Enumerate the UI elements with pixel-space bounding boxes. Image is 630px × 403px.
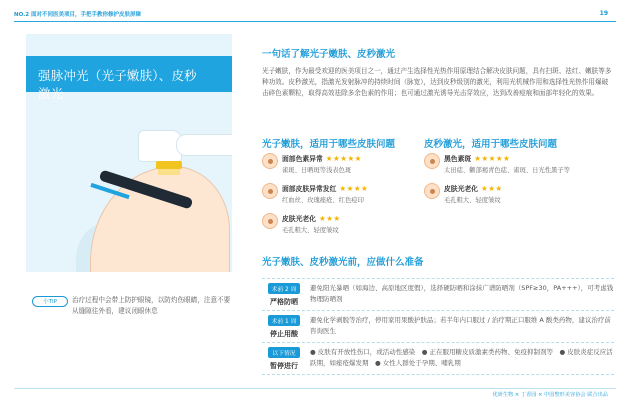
photon-item (262, 213, 341, 234)
intro-heading: 一句话了解光子嫩肤、皮秒激光 (262, 49, 396, 60)
tip-badge: 小TIP (32, 296, 68, 307)
row-text: ● 皮肤有开放性伤口，或活动性感染 ● 正在服用糖皮质激素类药物、免疫抑制剂等 ● 皮肤炎症反应活跃期，如痤疮爆发期 ● 女性人群处于孕期、哺乳期 (310, 348, 613, 367)
laser-beam (158, 169, 180, 175)
rating-stars: ★★★★ (339, 184, 369, 193)
item-desc: 毛孔粗大、轻度皱纹 (282, 227, 339, 234)
row-text: 避免化学剥脱等治疗，停用家用果酸护肤品；若半年内口服过 / 治疗期正口服维 A 酸类药物，建议治疗前咨询医生 (310, 316, 611, 335)
item-desc: 毛孔粗大、轻度皱纹 (444, 197, 501, 204)
skin-aging-icon (262, 213, 278, 229)
panel-title: 强脉冲光（光子嫩肤）、皮秒激光 (38, 68, 197, 101)
item-title: 黑色素斑 (444, 155, 472, 163)
row-badge: 术前 2 周 (268, 283, 301, 294)
item-desc: 太田痣、颧部褐青色痣、雀斑、日光性黑子等 (444, 167, 570, 174)
laser-device-arm (176, 134, 232, 156)
photon-heading: 光子嫩肤，适用于哪些皮肤问题 (262, 139, 396, 150)
item-title: 皮肤光老化 (282, 215, 316, 223)
rating-stars: ★★★ (318, 214, 341, 223)
rating-stars: ★★★★★ (474, 154, 511, 163)
row-badge: 以下情况 (268, 347, 299, 358)
header-divider (14, 21, 616, 22)
prep-heading: 光子嫩肤、皮秒激光前，应做什么准备 (262, 257, 424, 268)
item-title: 面部皮肤异常发红 (282, 185, 337, 193)
prep-table (262, 278, 614, 375)
item-desc: 红血丝、玫瑰痤疮、红色痘印 (282, 197, 364, 204)
picosecond-heading: 皮秒激光，适用于哪些皮肤问题 (424, 139, 558, 150)
photon-item (262, 153, 362, 174)
laser-lamp (156, 161, 182, 169)
row-label: 停止用酸 (270, 330, 298, 338)
footer-divider (14, 388, 616, 389)
rating-stars: ★★★ (480, 184, 503, 193)
item-title: 面部色素异常 (282, 155, 323, 163)
rating-stars: ★★★★★ (325, 154, 362, 163)
skin-aging-icon (424, 183, 440, 199)
row-label: 暂停进行 (270, 362, 298, 370)
photon-item (262, 183, 368, 204)
row-text: 避免阳光暴晒（如海边、高原地区度假），选择硬防晒和涂抹广谱防晒剂（SPF≥30，PA+++），可考虑钱物理防晒剂 (310, 284, 614, 303)
footer-credit: 优妍生物 × 丁香园 × 中国整形美容协会 联合出品 (492, 392, 608, 398)
melanin-spot-icon (424, 153, 440, 169)
table-row (262, 342, 614, 375)
header-title: NO.2 面对不同医美项目，手把手教你修护皮肤屏障 (14, 12, 141, 18)
picosecond-item (424, 183, 503, 204)
intro-paragraph: 光子嫩肤，作为最受欢迎的医美项目之一，通过产生选择性光热作用原理结合解决皮肤问题，具有扫斑、祛红、嫩肤等多种功效。皮秒激光，指激光发射脉冲的持续时间（脉宽），达到皮秒级别的激光，利用光机械作用和选择性光热作用爆破击碎色素颗粒，取得高效祛除多余色素的作用；也可通过激光诱导光击穿效应，达到改善痘痕和面部年轻化的效果。 (262, 67, 612, 98)
row-label: 严格防晒 (270, 298, 298, 306)
skin-redness-icon (262, 183, 278, 199)
skin-pigment-icon (262, 153, 278, 169)
tip-text: 治疗过程中会带上防护眼镜，以防灼伤眼睛，注意不要从缝隙往外看，建议闭眼休息 (72, 296, 231, 315)
item-desc: 雀斑、日晒斑等浅表色斑 (282, 167, 352, 174)
row-badge: 术前 1 周 (268, 315, 301, 326)
picosecond-item (424, 153, 570, 174)
page-number: 19 (599, 10, 608, 17)
table-row (262, 278, 614, 310)
table-row (262, 310, 614, 342)
item-title: 皮肤光老化 (444, 185, 478, 193)
